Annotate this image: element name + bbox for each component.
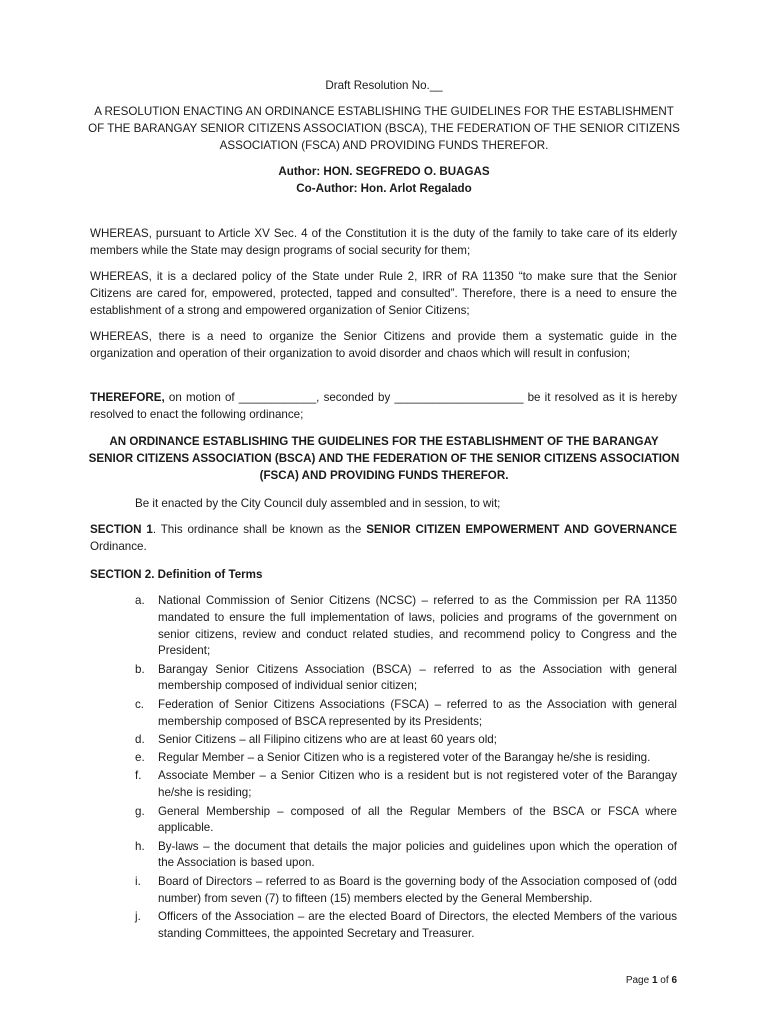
section-2-heading: SECTION 2. Definition of Terms [90,568,263,581]
list-marker: i. [135,874,141,888]
total-pages: 6 [671,975,677,986]
definition-item [90,750,677,767]
list-marker: h. [135,839,145,853]
definition-text: By-laws – the document that details the major policies and guidelines upon which the operation of the Association is based upon. [158,839,677,870]
definition-text: Officers of the Association – are the elected Board of Directors, the elected Members of the various standing Committees, the appointed Secretary and Treasurer. [158,909,677,940]
resolution-title: A RESOLUTION ENACTING AN ORDINANCE ESTABLISHING THE GUIDELINES FOR THE ESTABLISHMENT OF THE BARANGAY SENIOR CITIZENS ASSOCIATION (BSCA), THE FEDERATION OF THE SENIOR CITIZENS ASSOCIATION (FSCA) AND PROVIDING FUNDS THEREFOR. [88,105,680,152]
therefore-text: on motion of ____________, seconded by ____________________ be it resolved as it is hereby resolved to enact the following ordinance; [90,391,677,421]
definition-item [90,697,677,731]
list-marker: b. [135,662,145,676]
therefore-label: THEREFORE, [90,391,165,404]
author-line: Author: HON. SEGFREDO O. BUAGAS [278,165,490,178]
definition-item [90,909,677,943]
ordinance-title: AN ORDINANCE ESTABLISHING THE GUIDELINES FOR THE ESTABLISHMENT OF THE BARANGAY SENIOR CITIZENS ASSOCIATION (BSCA) AND THE FEDERATION OF THE SENIOR CITIZENS ASSOCIATION (FSCA) AND PROVIDING FUNDS THEREFOR. [88,435,680,482]
co-author-line: Co-Author: Hon. Arlot Regalado [296,181,472,195]
page-word: Page [625,975,652,986]
list-marker: f. [135,769,142,783]
definition-text: Board of Directors – referred to as Board is the governing body of the Association composed of (odd number) from seven (7) to fifteen (15) members elected by the General Membership. [158,874,677,905]
definition-item [90,874,677,908]
whereas-clause-1: WHEREAS, pursuant to Article XV Sec. 4 of the Constitution it is the duty of the family to take care of its elderly members while the State may design programs of social security for them; [90,227,677,257]
definition-item [90,768,677,802]
list-marker: d. [135,732,145,746]
list-marker: g. [135,804,145,818]
definition-item [90,593,677,660]
definition-item [90,839,677,873]
list-marker: a. [135,594,145,607]
whereas-clause-3: WHEREAS, there is a need to organize the Senior Citizens and provide them a systematic guide in the organization and operation of their organization to avoid disorder and chaos which will result in confusion; [90,330,677,360]
current-page: 1 [651,975,658,986]
whereas-clause-2: WHEREAS, it is a declared policy of the State under Rule 2, IRR of RA 11350 “to make sure that the Senior Citizens are cared for, empowered, protected, tapped and consulted”. Therefore, there is a need to ensure the establishment of a strong and empowered organization of Senior Citizens; [90,270,677,317]
list-marker: c. [135,697,145,711]
list-marker: j. [135,909,141,923]
page-number-footer [626,973,677,990]
section-1-suffix: Ordinance. [90,539,147,553]
definition-text: Associate Member – a Senior Citizen who is a resident but is not registered voter of the Barangay he/she is residing; [158,769,677,800]
section-1 [90,522,677,556]
list-marker: e. [135,751,145,765]
definitions-list [90,593,677,944]
enacting-clause: Be it enacted by the City Council duly assembled and in session, to wit; [135,497,501,510]
definition-text: Barangay Senior Citizens Association (BSCA) – referred to as the Association with general membership composed of individual senior citizen; [158,662,677,693]
definition-item [90,804,677,838]
definition-item [90,662,677,696]
of-word: of [657,975,672,986]
definition-text: General Membership – composed of all the Regular Members of the BSCA or FSCA where applicable. [158,804,677,835]
authors-block [0,164,768,198]
ordinance-short-name: SENIOR CITIZEN EMPOWERMENT AND GOVERNANCE [366,523,677,536]
section-1-text: . This ordinance shall be known as the [152,523,367,536]
therefore-clause [90,390,677,424]
definition-text: Regular Member – a Senior Citizen who is a registered voter of the Barangay he/she is residing. [158,751,651,765]
definition-text: Senior Citizens – all Filipino citizens who are at least 60 years old; [158,732,497,746]
definition-item [90,732,677,749]
definition-text: Federation of Senior Citizens Associations (FSCA) – referred to as the Association with general membership composed of BSCA represented by its Presidents; [158,697,677,728]
definition-text: National Commission of Senior Citizens (NCSC) – referred to as the Commission per RA 11350 mandated to ensure the full implementation of laws, policies and programs of the government on senior citizens, review and conduct related studies, and recommend policy to Congress and the President; [158,594,677,658]
section-1-label: SECTION 1 [90,523,153,536]
draft-resolution-number: Draft Resolution No.__ [325,79,443,92]
